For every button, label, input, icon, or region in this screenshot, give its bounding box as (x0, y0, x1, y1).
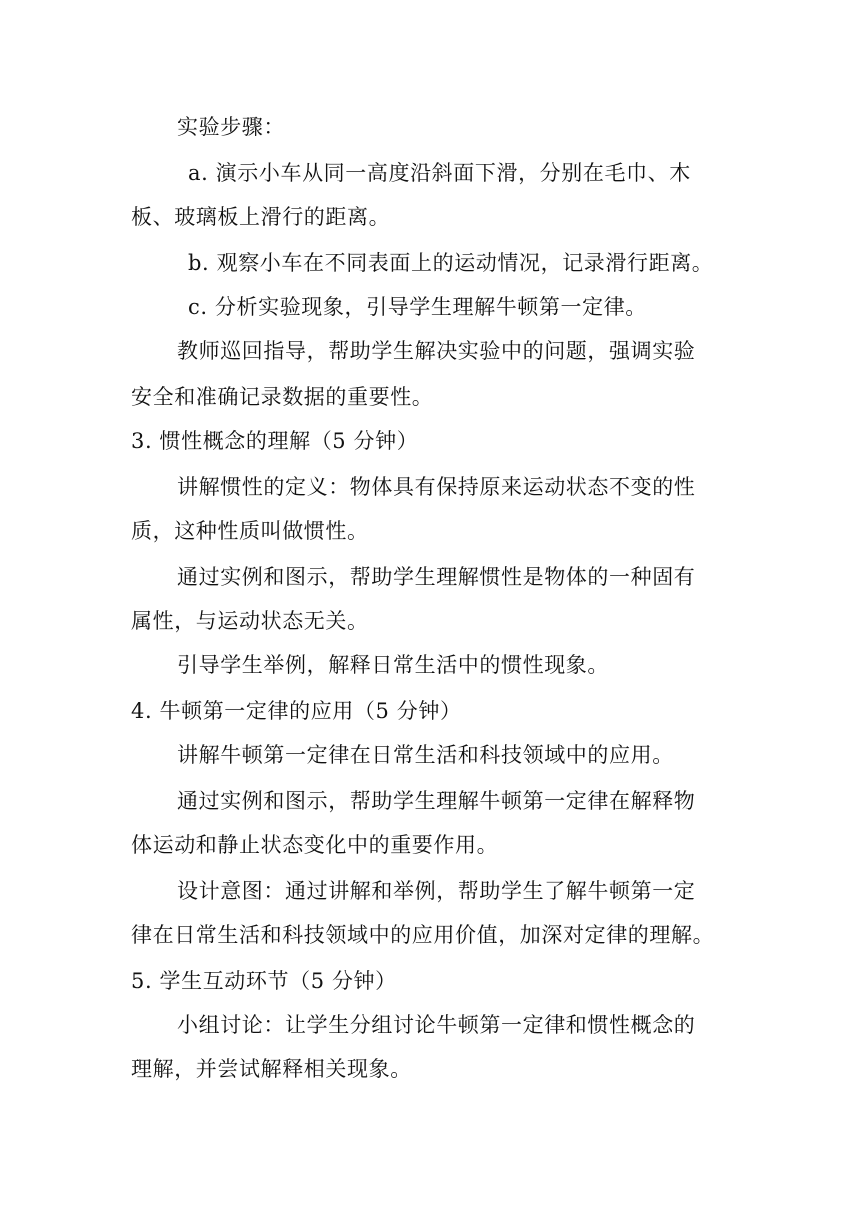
group-discussion-line-1: 小组讨论：让学生分组讨论牛顿第一定律和惯性概念的 (177, 1013, 696, 1037)
section-3-heading: 3. 惯性概念的理解（5 分钟） (131, 429, 419, 453)
section-4-heading: 4. 牛顿第一定律的应用（5 分钟） (131, 699, 462, 723)
inertia-examples-line-2: 属性，与运动状态无关。 (131, 609, 369, 633)
step-a-line-2: 板、玻璃板上滑行的距离。 (131, 205, 391, 229)
step-c: c. 分析实验现象，引导学生理解牛顿第一定律。 (188, 295, 647, 319)
group-discussion-line-2: 理解，并尝试解释相关现象。 (131, 1057, 412, 1081)
inertia-definition-line-1: 讲解惯性的定义：物体具有保持原来运动状态不变的性 (177, 475, 696, 499)
step-b: b. 观察小车在不同表面上的运动情况，记录滑行距离。 (188, 251, 714, 275)
inertia-examples-line-1: 通过实例和图示，帮助学生理解惯性是物体的一种固有 (177, 565, 696, 589)
experiment-steps-heading: 实验步骤： (177, 115, 285, 139)
section-5-heading: 5. 学生互动环节（5 分钟） (131, 969, 397, 993)
law-examples-line-2: 体运动和静止状态变化中的重要作用。 (131, 833, 499, 857)
step-a-line-1: a. 演示小车从同一高度沿斜面下滑，分别在毛巾、木 (188, 161, 691, 185)
design-intent-line-2: 律在日常生活和科技领域中的应用价值，加深对定律的理解。 (131, 923, 715, 947)
teacher-guidance-line-2: 安全和准确记录数据的重要性。 (131, 385, 434, 409)
teacher-guidance-line-1: 教师巡回指导，帮助学生解决实验中的问题，强调实验 (177, 339, 696, 363)
inertia-phenomena-line: 引导学生举例，解释日常生活中的惯性现象。 (177, 653, 609, 677)
inertia-definition-line-2: 质，这种性质叫做惯性。 (131, 519, 369, 543)
law-examples-line-1: 通过实例和图示，帮助学生理解牛顿第一定律在解释物 (177, 789, 696, 813)
design-intent-line-1: 设计意图：通过讲解和举例，帮助学生了解牛顿第一定 (177, 879, 696, 903)
law-application-line: 讲解牛顿第一定律在日常生活和科技领域中的应用。 (177, 743, 674, 767)
